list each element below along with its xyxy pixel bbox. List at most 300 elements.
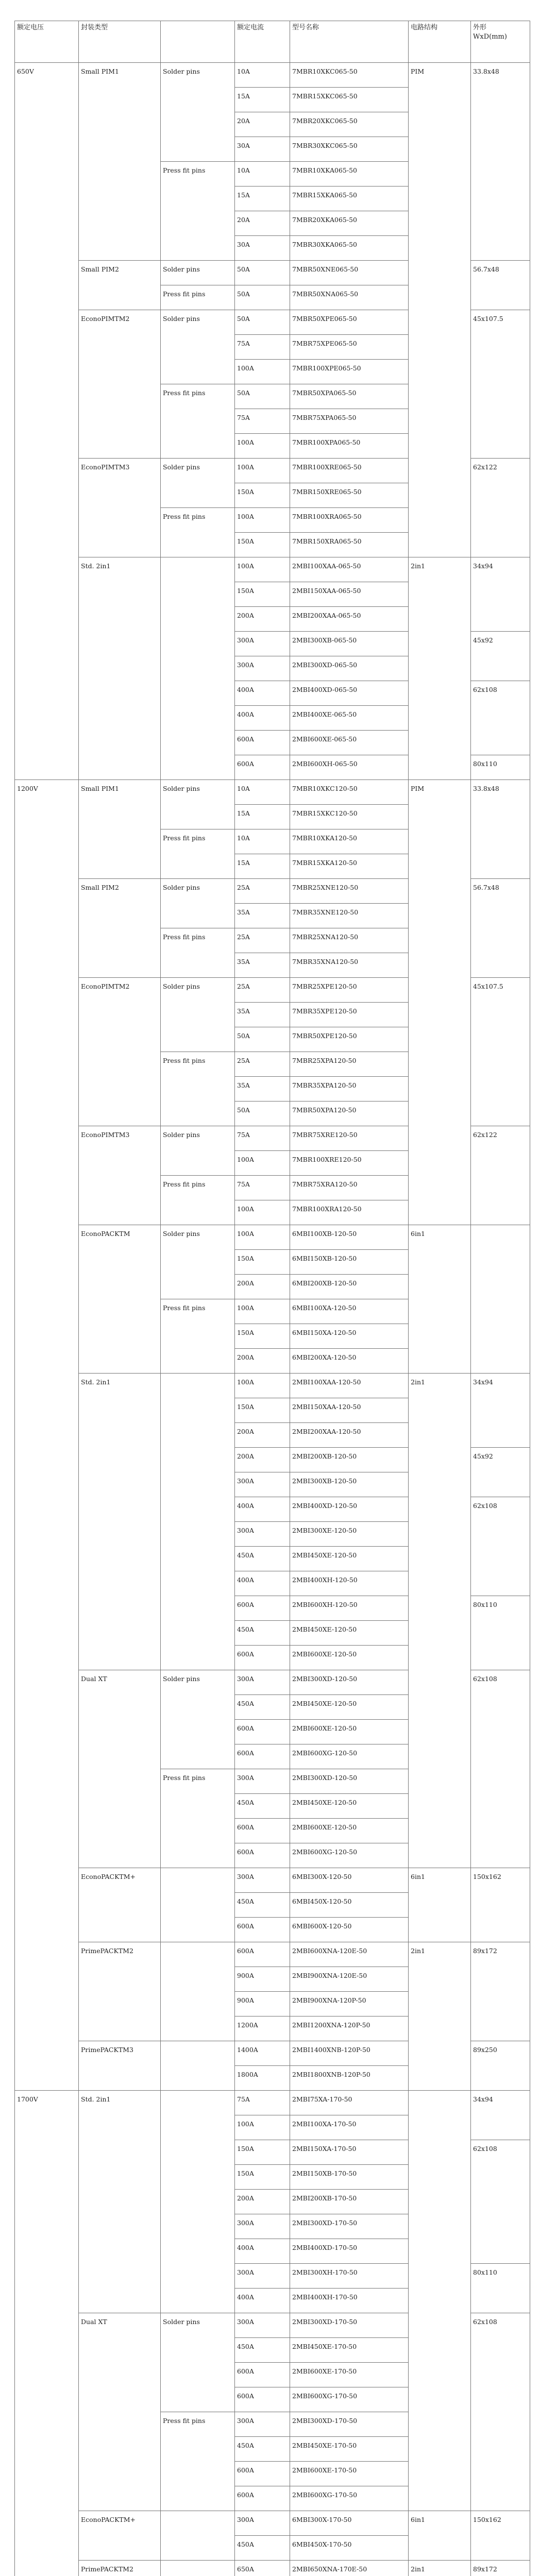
cell-model: 2MBI600XE-065-50 bbox=[290, 731, 409, 755]
cell-model: 2MBI75XA-170-50 bbox=[290, 2091, 409, 2115]
cell-package: PrimePACKTM3 bbox=[79, 2041, 161, 2091]
cell-model: 2MBI450XE-170-50 bbox=[290, 2338, 409, 2363]
cell-current: 50A bbox=[235, 1101, 290, 1126]
cell-model: 7MBR50XNE065-50 bbox=[290, 261, 409, 285]
cell-current: 400A bbox=[235, 1571, 290, 1596]
cell-pins bbox=[161, 2041, 235, 2091]
cell-current: 600A bbox=[235, 1744, 290, 1769]
cell-model: 2MBI600XG-170-50 bbox=[290, 2486, 409, 2511]
cell-model: 7MBR75XRE120-50 bbox=[290, 1126, 409, 1151]
cell-current: 25A bbox=[235, 879, 290, 904]
cell-current: 200A bbox=[235, 1275, 290, 1299]
cell-model: 2MBI600XE-120-50 bbox=[290, 1646, 409, 1670]
cell-current: 10A bbox=[235, 63, 290, 88]
cell-current: 600A bbox=[235, 1720, 290, 1744]
cell-dims: 45x107.5 bbox=[471, 978, 530, 1126]
cell-dims: 34x94 bbox=[471, 1374, 530, 1448]
cell-model: 6MBI150XB-120-50 bbox=[290, 1250, 409, 1275]
cell-model: 6MBI100XB-120-50 bbox=[290, 1225, 409, 1250]
cell-current: 150A bbox=[235, 1250, 290, 1275]
cell-current: 450A bbox=[235, 1547, 290, 1571]
cell-dims: 62x108 bbox=[471, 2140, 530, 2264]
cell-package: EconoPIMTM2 bbox=[79, 978, 161, 1126]
cell-current: 100A bbox=[235, 1299, 290, 1324]
cell-model: 2MBI450XE-120-50 bbox=[290, 1547, 409, 1571]
cell-current: 1400A bbox=[235, 2041, 290, 2066]
cell-pins: Press fit pins bbox=[161, 1176, 235, 1225]
cell-current: 600A bbox=[235, 1942, 290, 1967]
cell-model: 7MBR30XKC065-50 bbox=[290, 137, 409, 162]
cell-model: 2MBI450XE-170-50 bbox=[290, 2437, 409, 2462]
cell-current: 10A bbox=[235, 162, 290, 187]
table-body bbox=[15, 63, 530, 2576]
cell-current: 650A bbox=[235, 2561, 290, 2576]
cell-model: 7MBR75XPA065-50 bbox=[290, 409, 409, 434]
cell-circuit: 6in1 bbox=[409, 1225, 471, 1374]
cell-dims: 62x108 bbox=[471, 1497, 530, 1596]
cell-dims: 80x110 bbox=[471, 1596, 530, 1670]
cell-model: 2MBI600XE-170-50 bbox=[290, 2462, 409, 2486]
cell-model: 2MBI400XH-170-50 bbox=[290, 2289, 409, 2313]
cell-model: 2MBI400XD-170-50 bbox=[290, 2239, 409, 2264]
cell-dims: 45x107.5 bbox=[471, 310, 530, 459]
cell-model: 2MBI100XA-170-50 bbox=[290, 2115, 409, 2140]
cell-dims: 62x122 bbox=[471, 1126, 530, 1225]
cell-model: 6MBI200XB-120-50 bbox=[290, 1275, 409, 1299]
cell-current: 30A bbox=[235, 137, 290, 162]
cell-current: 100A bbox=[235, 459, 290, 483]
cell-voltage: 1700V bbox=[15, 2091, 79, 2576]
cell-pins: Solder pins bbox=[161, 978, 235, 1052]
cell-model: 2MBI300XD-120-50 bbox=[290, 1670, 409, 1695]
cell-pins: Press fit pins bbox=[161, 508, 235, 557]
cell-model: 2MBI1400XNB-120P-50 bbox=[290, 2041, 409, 2066]
header-pins bbox=[161, 21, 235, 63]
cell-pins: Solder pins bbox=[161, 1670, 235, 1769]
cell-model: 7MBR25XPE120-50 bbox=[290, 978, 409, 1003]
cell-current: 600A bbox=[235, 1918, 290, 1942]
cell-circuit bbox=[409, 2091, 471, 2511]
cell-current: 600A bbox=[235, 731, 290, 755]
cell-model: 2MBI200XB-170-50 bbox=[290, 2190, 409, 2214]
cell-current: 150A bbox=[235, 2165, 290, 2190]
cell-current: 300A bbox=[235, 1868, 290, 1893]
cell-model: 2MBI100XAA-065-50 bbox=[290, 557, 409, 582]
cell-model: 2MBI600XG-120-50 bbox=[290, 1843, 409, 1868]
cell-pins: Press fit pins bbox=[161, 2412, 235, 2511]
cell-pins: Press fit pins bbox=[161, 1299, 235, 1374]
cell-model: 2MBI200XB-120-50 bbox=[290, 1448, 409, 1472]
cell-current: 600A bbox=[235, 1843, 290, 1868]
cell-model: 7MBR100XRA120-50 bbox=[290, 1200, 409, 1225]
cell-current: 35A bbox=[235, 1077, 290, 1101]
cell-current: 300A bbox=[235, 1670, 290, 1695]
header-voltage: 额定电压 bbox=[15, 21, 79, 63]
cell-current: 15A bbox=[235, 805, 290, 829]
cell-pins: Press fit pins bbox=[161, 1769, 235, 1868]
cell-current: 300A bbox=[235, 656, 290, 681]
table-row bbox=[15, 2091, 530, 2115]
cell-model: 7MBR25XPA120-50 bbox=[290, 1052, 409, 1077]
cell-model: 2MBI150XAA-065-50 bbox=[290, 582, 409, 607]
cell-pins: Solder pins bbox=[161, 459, 235, 508]
cell-pins bbox=[161, 557, 235, 780]
cell-current: 100A bbox=[235, 1151, 290, 1176]
cell-model: 7MBR35XPE120-50 bbox=[290, 1003, 409, 1027]
cell-model: 6MBI450X-120-50 bbox=[290, 1893, 409, 1918]
cell-package: PrimePACKTM2 bbox=[79, 1942, 161, 2041]
cell-model: 2MBI300XD-170-50 bbox=[290, 2412, 409, 2437]
cell-model: 2MBI450XE-120-50 bbox=[290, 1621, 409, 1646]
cell-package: Dual XT bbox=[79, 1670, 161, 1868]
cell-pins: Press fit pins bbox=[161, 285, 235, 310]
cell-current: 600A bbox=[235, 2387, 290, 2412]
cell-package: Small PIM2 bbox=[79, 261, 161, 310]
cell-model: 6MBI100XA-120-50 bbox=[290, 1299, 409, 1324]
cell-current: 150A bbox=[235, 483, 290, 508]
cell-model: 2MBI900XNA-120P-50 bbox=[290, 1992, 409, 2016]
cell-model: 2MBI600XH-065-50 bbox=[290, 755, 409, 780]
cell-dims: 89x172 bbox=[471, 2561, 530, 2576]
cell-package: EconoPIMTM3 bbox=[79, 459, 161, 557]
cell-dims: 80x110 bbox=[471, 2264, 530, 2313]
cell-model: 7MBR10XKC065-50 bbox=[290, 63, 409, 88]
cell-model: 7MBR50XPA065-50 bbox=[290, 384, 409, 409]
header-package: 封装类型 bbox=[79, 21, 161, 63]
cell-current: 75A bbox=[235, 409, 290, 434]
cell-current: 450A bbox=[235, 2536, 290, 2561]
cell-current: 100A bbox=[235, 434, 290, 459]
cell-current: 450A bbox=[235, 2338, 290, 2363]
table-row bbox=[15, 1225, 530, 1250]
cell-circuit: PIM bbox=[409, 63, 471, 557]
cell-pins: Solder pins bbox=[161, 780, 235, 829]
cell-dims: 89x172 bbox=[471, 1942, 530, 2041]
cell-model: 2MBI600XE-170-50 bbox=[290, 2363, 409, 2387]
cell-current: 50A bbox=[235, 261, 290, 285]
header-model: 型号名称 bbox=[290, 21, 409, 63]
cell-dims: 56.7x48 bbox=[471, 261, 530, 310]
cell-model: 2MBI650XNA-170E-50 bbox=[290, 2561, 409, 2576]
cell-current: 100A bbox=[235, 1225, 290, 1250]
cell-pins bbox=[161, 1942, 235, 2041]
cell-current: 400A bbox=[235, 681, 290, 706]
cell-pins: Solder pins bbox=[161, 879, 235, 928]
table-row bbox=[15, 2511, 530, 2536]
cell-current: 600A bbox=[235, 2363, 290, 2387]
cell-model: 7MBR75XPE065-50 bbox=[290, 335, 409, 360]
cell-model: 7MBR50XPA120-50 bbox=[290, 1101, 409, 1126]
cell-model: 2MBI400XD-065-50 bbox=[290, 681, 409, 706]
cell-current: 75A bbox=[235, 2091, 290, 2115]
cell-model: 6MBI300X-170-50 bbox=[290, 2511, 409, 2536]
cell-current: 20A bbox=[235, 211, 290, 236]
cell-package: Std. 2in1 bbox=[79, 1374, 161, 1670]
cell-current: 150A bbox=[235, 1398, 290, 1423]
table-row bbox=[15, 63, 530, 88]
cell-current: 10A bbox=[235, 780, 290, 805]
cell-model: 7MBR15XKA065-50 bbox=[290, 187, 409, 211]
cell-model: 2MBI200XAA-120-50 bbox=[290, 1423, 409, 1448]
cell-model: 7MBR10XKA120-50 bbox=[290, 829, 409, 854]
cell-current: 600A bbox=[235, 2462, 290, 2486]
header-dims bbox=[471, 21, 530, 63]
cell-pins: Solder pins bbox=[161, 2313, 235, 2412]
cell-model: 7MBR100XPA065-50 bbox=[290, 434, 409, 459]
cell-model: 6MBI600X-120-50 bbox=[290, 1918, 409, 1942]
cell-current: 100A bbox=[235, 360, 290, 384]
cell-model: 6MBI150XA-120-50 bbox=[290, 1324, 409, 1349]
cell-model: 2MBI300XB-065-50 bbox=[290, 632, 409, 656]
table-row bbox=[15, 780, 530, 805]
cell-dims: 89x250 bbox=[471, 2041, 530, 2091]
cell-model: 2MBI1200XNA-120P-50 bbox=[290, 2016, 409, 2041]
cell-current: 200A bbox=[235, 1349, 290, 1374]
cell-current: 200A bbox=[235, 1448, 290, 1472]
cell-current: 300A bbox=[235, 1522, 290, 1547]
cell-current: 100A bbox=[235, 557, 290, 582]
cell-dims: 150x162 bbox=[471, 1868, 530, 1942]
cell-model: 2MBI300XD-170-50 bbox=[290, 2313, 409, 2338]
cell-pins bbox=[161, 2091, 235, 2313]
cell-current: 300A bbox=[235, 2412, 290, 2437]
cell-current: 300A bbox=[235, 632, 290, 656]
cell-current: 30A bbox=[235, 236, 290, 261]
cell-model: 2MBI300XE-120-50 bbox=[290, 1522, 409, 1547]
cell-current: 1200A bbox=[235, 2016, 290, 2041]
cell-dims bbox=[471, 1225, 530, 1374]
cell-model: 2MBI300XH-170-50 bbox=[290, 2264, 409, 2289]
cell-dims: 33.8x48 bbox=[471, 63, 530, 261]
cell-current: 75A bbox=[235, 1176, 290, 1200]
cell-model: 7MBR50XPE065-50 bbox=[290, 310, 409, 335]
cell-model: 2MBI150XAA-120-50 bbox=[290, 1398, 409, 1423]
cell-current: 450A bbox=[235, 1621, 290, 1646]
cell-pins bbox=[161, 2511, 235, 2561]
cell-current: 300A bbox=[235, 1472, 290, 1497]
cell-dims: 62x122 bbox=[471, 459, 530, 557]
product-table-sheet bbox=[14, 21, 530, 2576]
cell-model: 6MBI450X-170-50 bbox=[290, 2536, 409, 2561]
cell-pins: Press fit pins bbox=[161, 162, 235, 261]
cell-current: 150A bbox=[235, 2140, 290, 2165]
cell-voltage: 650V bbox=[15, 63, 79, 780]
cell-package: EconoPIMTM2 bbox=[79, 310, 161, 459]
cell-current: 300A bbox=[235, 2264, 290, 2289]
cell-dims: 56.7x48 bbox=[471, 879, 530, 978]
cell-current: 1800A bbox=[235, 2066, 290, 2091]
cell-pins: Press fit pins bbox=[161, 384, 235, 459]
cell-model: 2MBI600XG-170-50 bbox=[290, 2387, 409, 2412]
cell-model: 7MBR50XPE120-50 bbox=[290, 1027, 409, 1052]
cell-model: 2MBI600XE-120-50 bbox=[290, 1720, 409, 1744]
cell-model: 2MBI400XD-120-50 bbox=[290, 1497, 409, 1522]
cell-model: 7MBR15XKA120-50 bbox=[290, 854, 409, 879]
cell-model: 2MBI300XD-120-50 bbox=[290, 1769, 409, 1794]
cell-current: 200A bbox=[235, 607, 290, 632]
cell-current: 50A bbox=[235, 1027, 290, 1052]
cell-model: 2MBI450XE-120-50 bbox=[290, 1794, 409, 1819]
cell-current: 100A bbox=[235, 508, 290, 533]
cell-dims: 34x94 bbox=[471, 2091, 530, 2140]
cell-current: 15A bbox=[235, 187, 290, 211]
cell-current: 300A bbox=[235, 2214, 290, 2239]
cell-dims: 34x94 bbox=[471, 557, 530, 632]
cell-dims: 33.8x48 bbox=[471, 780, 530, 879]
cell-model: 2MBI150XB-170-50 bbox=[290, 2165, 409, 2190]
cell-current: 75A bbox=[235, 335, 290, 360]
cell-model: 2MBI200XAA-065-50 bbox=[290, 607, 409, 632]
cell-model: 2MBI300XB-120-50 bbox=[290, 1472, 409, 1497]
cell-current: 50A bbox=[235, 285, 290, 310]
cell-model: 7MBR150XRA065-50 bbox=[290, 533, 409, 557]
cell-pins bbox=[161, 1374, 235, 1670]
cell-current: 400A bbox=[235, 1497, 290, 1522]
cell-model: 7MBR50XNA065-50 bbox=[290, 285, 409, 310]
cell-circuit: 2in1 bbox=[409, 557, 471, 780]
table-row bbox=[15, 1868, 530, 1893]
cell-dims: 62x108 bbox=[471, 1670, 530, 1868]
cell-circuit: 2in1 bbox=[409, 2561, 471, 2576]
cell-dims: 45x92 bbox=[471, 632, 530, 681]
cell-model: 2MBI600XE-120-50 bbox=[290, 1819, 409, 1843]
cell-dims: 80x110 bbox=[471, 755, 530, 780]
cell-model: 7MBR100XRE120-50 bbox=[290, 1151, 409, 1176]
cell-model: 2MBI300XD-065-50 bbox=[290, 656, 409, 681]
cell-model: 7MBR35XPA120-50 bbox=[290, 1077, 409, 1101]
cell-model: 7MBR35XNA120-50 bbox=[290, 953, 409, 978]
cell-model: 7MBR150XRE065-50 bbox=[290, 483, 409, 508]
cell-pins: Press fit pins bbox=[161, 829, 235, 879]
cell-current: 35A bbox=[235, 1003, 290, 1027]
cell-model: 2MBI600XNA-120E-50 bbox=[290, 1942, 409, 1967]
cell-current: 100A bbox=[235, 1200, 290, 1225]
cell-model: 7MBR15XKC120-50 bbox=[290, 805, 409, 829]
cell-current: 200A bbox=[235, 2190, 290, 2214]
cell-dims: 62x108 bbox=[471, 2313, 530, 2511]
cell-current: 450A bbox=[235, 2437, 290, 2462]
cell-model: 7MBR10XKA065-50 bbox=[290, 162, 409, 187]
cell-package: Std. 2in1 bbox=[79, 557, 161, 780]
cell-current: 150A bbox=[235, 1324, 290, 1349]
cell-current: 200A bbox=[235, 1423, 290, 1448]
cell-model: 2MBI1800XNB-120P-50 bbox=[290, 2066, 409, 2091]
table-row bbox=[15, 1374, 530, 1398]
cell-dims: 62x108 bbox=[471, 681, 530, 755]
cell-dims: 150x162 bbox=[471, 2511, 530, 2561]
cell-package: EconoPACKTM+ bbox=[79, 1868, 161, 1942]
table-header-row bbox=[15, 21, 530, 63]
cell-current: 300A bbox=[235, 1769, 290, 1794]
header-dims-unit: WxD(mm) bbox=[473, 33, 507, 41]
table-row bbox=[15, 1942, 530, 1967]
cell-current: 25A bbox=[235, 978, 290, 1003]
cell-model: 7MBR25XNA120-50 bbox=[290, 928, 409, 953]
cell-current: 100A bbox=[235, 2115, 290, 2140]
cell-package: EconoPIMTM3 bbox=[79, 1126, 161, 1225]
cell-pins: Press fit pins bbox=[161, 928, 235, 978]
cell-model: 7MBR20XKA065-50 bbox=[290, 211, 409, 236]
cell-model: 7MBR10XKC120-50 bbox=[290, 780, 409, 805]
cell-current: 35A bbox=[235, 953, 290, 978]
cell-model: 7MBR15XKC065-50 bbox=[290, 88, 409, 112]
cell-model: 7MBR30XKA065-50 bbox=[290, 236, 409, 261]
cell-current: 450A bbox=[235, 1794, 290, 1819]
cell-current: 75A bbox=[235, 1126, 290, 1151]
cell-model: 7MBR100XRA065-50 bbox=[290, 508, 409, 533]
cell-current: 400A bbox=[235, 706, 290, 731]
header-current: 额定电流 bbox=[235, 21, 290, 63]
cell-package: Std. 2in1 bbox=[79, 2091, 161, 2313]
cell-package: PrimePACKTM2 bbox=[79, 2561, 161, 2576]
cell-current: 450A bbox=[235, 1695, 290, 1720]
cell-pins: Press fit pins bbox=[161, 1052, 235, 1126]
cell-current: 50A bbox=[235, 310, 290, 335]
cell-model: 2MBI400XH-120-50 bbox=[290, 1571, 409, 1596]
cell-model: 7MBR35XNE120-50 bbox=[290, 904, 409, 928]
header-dims-label: 外形 bbox=[473, 24, 487, 31]
cell-circuit: 6in1 bbox=[409, 2511, 471, 2561]
cell-current: 300A bbox=[235, 2313, 290, 2338]
cell-model: 7MBR20XKC065-50 bbox=[290, 112, 409, 137]
cell-pins: Solder pins bbox=[161, 1225, 235, 1299]
cell-current: 900A bbox=[235, 1967, 290, 1992]
cell-current: 600A bbox=[235, 2486, 290, 2511]
cell-current: 400A bbox=[235, 2239, 290, 2264]
cell-current: 20A bbox=[235, 112, 290, 137]
cell-current: 450A bbox=[235, 1893, 290, 1918]
cell-current: 400A bbox=[235, 2289, 290, 2313]
table-row bbox=[15, 2561, 530, 2576]
cell-pins: Solder pins bbox=[161, 1126, 235, 1176]
cell-current: 600A bbox=[235, 1646, 290, 1670]
cell-model: 2MBI600XG-120-50 bbox=[290, 1744, 409, 1769]
cell-model: 2MBI300XD-170-50 bbox=[290, 2214, 409, 2239]
cell-current: 10A bbox=[235, 829, 290, 854]
cell-model: 2MBI450XE-120-50 bbox=[290, 1695, 409, 1720]
cell-current: 900A bbox=[235, 1992, 290, 2016]
cell-pins bbox=[161, 2561, 235, 2576]
cell-pins: Solder pins bbox=[161, 310, 235, 384]
cell-model: 2MBI900XNA-120E-50 bbox=[290, 1967, 409, 1992]
cell-model: 7MBR75XRA120-50 bbox=[290, 1176, 409, 1200]
cell-current: 50A bbox=[235, 384, 290, 409]
cell-package: Dual XT bbox=[79, 2313, 161, 2511]
cell-current: 600A bbox=[235, 1596, 290, 1621]
cell-current: 600A bbox=[235, 755, 290, 780]
cell-circuit: 6in1 bbox=[409, 1868, 471, 1942]
cell-package: EconoPACKTM bbox=[79, 1225, 161, 1374]
cell-current: 15A bbox=[235, 88, 290, 112]
cell-model: 6MBI200XA-120-50 bbox=[290, 1349, 409, 1374]
cell-model: 2MBI400XE-065-50 bbox=[290, 706, 409, 731]
cell-circuit: 2in1 bbox=[409, 1374, 471, 1868]
cell-circuit: 2in1 bbox=[409, 1942, 471, 2091]
cell-pins: Solder pins bbox=[161, 63, 235, 162]
cell-current: 600A bbox=[235, 1819, 290, 1843]
cell-model: 7MBR100XRE065-50 bbox=[290, 459, 409, 483]
header-circuit: 电路结构 bbox=[409, 21, 471, 63]
cell-model: 2MBI100XAA-120-50 bbox=[290, 1374, 409, 1398]
cell-model: 6MBI300X-120-50 bbox=[290, 1868, 409, 1893]
cell-package: Small PIM1 bbox=[79, 63, 161, 261]
cell-circuit: PIM bbox=[409, 780, 471, 1225]
cell-pins bbox=[161, 1868, 235, 1942]
cell-current: 100A bbox=[235, 1374, 290, 1398]
cell-dims: 45x92 bbox=[471, 1448, 530, 1497]
cell-package: Small PIM2 bbox=[79, 879, 161, 978]
cell-current: 35A bbox=[235, 904, 290, 928]
